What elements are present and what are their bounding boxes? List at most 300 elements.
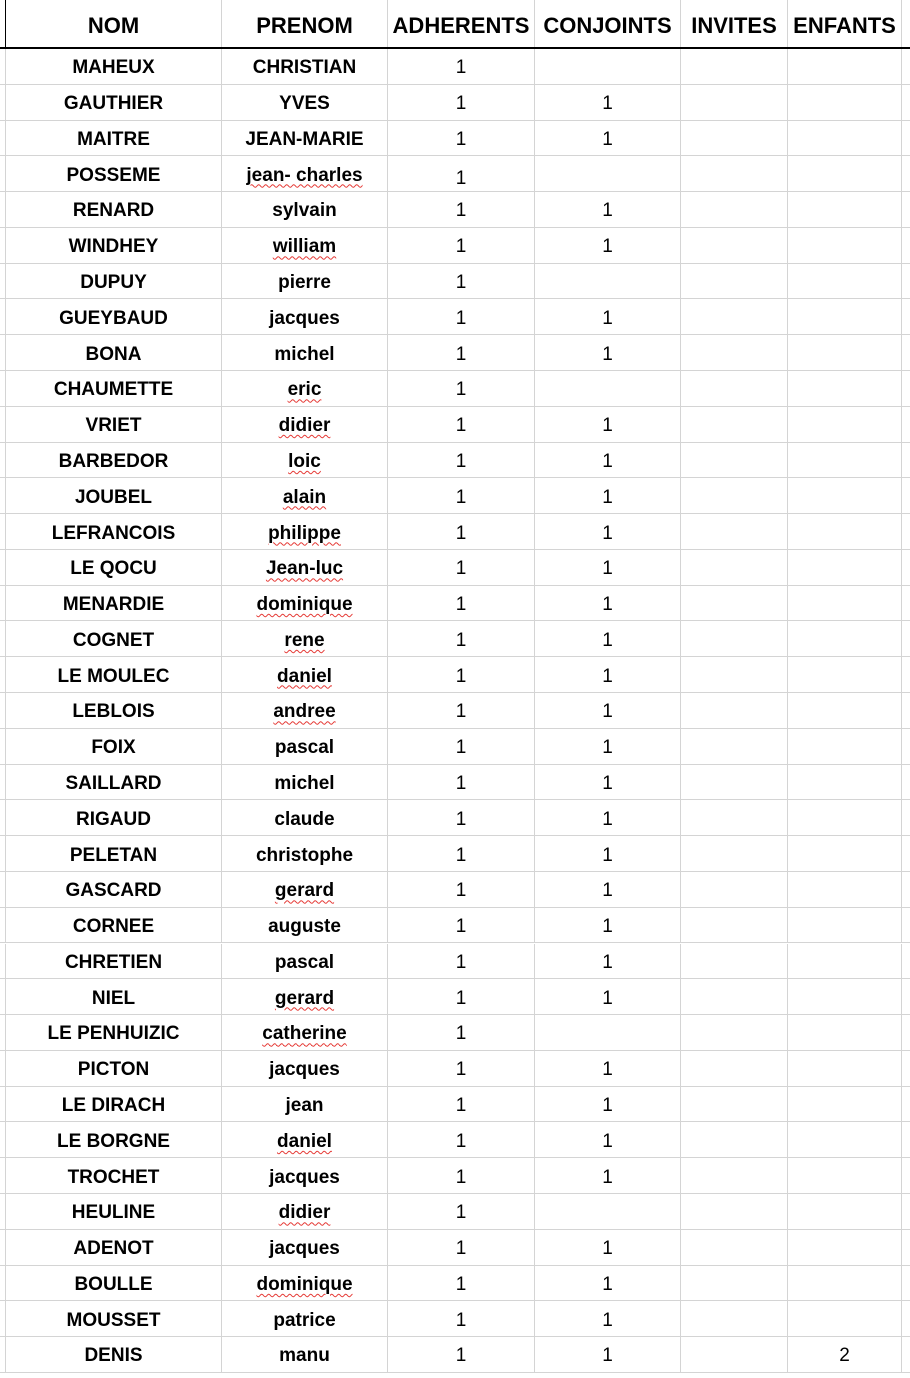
cell-enfants[interactable] (788, 228, 902, 263)
cell-conjoints[interactable] (535, 156, 681, 191)
column-header-conjoints[interactable]: CONJOINTS (535, 0, 681, 47)
cell-nom-value: TROCHET (67, 1166, 160, 1188)
cell-invites[interactable] (681, 586, 788, 621)
cell-extra[interactable] (902, 299, 910, 334)
cell-invites[interactable] (681, 335, 788, 370)
cell-prenom[interactable] (222, 443, 388, 478)
cell-enfants[interactable] (788, 1122, 902, 1157)
cell-enfants[interactable] (788, 85, 902, 120)
cell-enfants[interactable] (788, 1194, 902, 1229)
cell-extra[interactable] (902, 264, 910, 299)
table-row (0, 228, 910, 264)
cell-conjoints-value: 1 (602, 987, 613, 1009)
cell-enfants[interactable] (788, 729, 902, 764)
column-header-invites[interactable]: INVITES (681, 0, 788, 47)
cell-enfants[interactable] (788, 944, 902, 979)
cell-invites[interactable] (681, 621, 788, 656)
cell-enfants[interactable] (788, 586, 902, 621)
cell-invites[interactable] (681, 550, 788, 585)
cell-invites[interactable] (681, 1051, 788, 1086)
cell-conjoints[interactable] (535, 228, 681, 263)
cell-nom[interactable] (5, 121, 222, 156)
cell-nom[interactable] (5, 264, 222, 299)
cell-conjoints[interactable] (535, 1194, 681, 1229)
cell-nom[interactable] (5, 1194, 222, 1229)
cell-conjoints[interactable] (535, 299, 681, 334)
cell-conjoints[interactable] (535, 1015, 681, 1050)
cell-conjoints[interactable] (535, 443, 681, 478)
table-row (0, 908, 910, 944)
cell-extra[interactable] (902, 1230, 910, 1265)
cell-nom-value: MOUSSET (66, 1309, 161, 1331)
cell-enfants[interactable] (788, 693, 902, 728)
cell-nom[interactable] (5, 550, 222, 585)
cell-conjoints[interactable] (535, 407, 681, 442)
cell-prenom[interactable] (222, 1301, 388, 1336)
cell-conjoints[interactable] (535, 657, 681, 692)
cell-extra[interactable] (902, 335, 910, 370)
cell-extra[interactable] (902, 49, 910, 84)
cell-enfants[interactable] (788, 1015, 902, 1050)
cell-enfants[interactable] (788, 800, 902, 835)
cell-conjoints[interactable] (535, 1337, 681, 1372)
cell-nom[interactable] (5, 335, 222, 370)
cell-adherents[interactable] (388, 85, 535, 120)
cell-adherents[interactable] (388, 1337, 535, 1372)
cell-prenom[interactable] (222, 800, 388, 835)
cell-extra[interactable] (902, 1051, 910, 1086)
cell-enfants[interactable] (788, 1230, 902, 1265)
cell-nom-value: CORNEE (72, 916, 155, 938)
cell-adherents[interactable] (388, 1015, 535, 1050)
cell-nom[interactable] (5, 1337, 222, 1372)
cell-conjoints[interactable] (535, 85, 681, 120)
cell-enfants[interactable] (788, 49, 902, 84)
cell-nom[interactable] (5, 478, 222, 513)
cell-nom[interactable] (5, 765, 222, 800)
table-row (0, 264, 910, 300)
cell-extra[interactable] (902, 693, 910, 728)
cell-nom[interactable] (5, 1158, 222, 1193)
cell-invites[interactable] (681, 121, 788, 156)
cell-adherents[interactable] (388, 371, 535, 406)
cell-prenom[interactable] (222, 1158, 388, 1193)
cell-nom-value: RIGAUD (76, 808, 151, 830)
cell-adherents[interactable] (388, 836, 535, 871)
cell-invites[interactable] (681, 192, 788, 227)
cell-prenom[interactable] (222, 156, 388, 191)
cell-invites[interactable] (681, 908, 788, 943)
cell-enfants[interactable] (788, 872, 902, 907)
cell-adherents[interactable] (388, 407, 535, 442)
cell-invites[interactable] (681, 872, 788, 907)
cell-conjoints-value: 1 (602, 486, 613, 508)
cell-nom[interactable] (5, 586, 222, 621)
cell-invites[interactable] (681, 299, 788, 334)
cell-nom[interactable] (5, 85, 222, 120)
cell-nom[interactable] (5, 729, 222, 764)
cell-prenom-value: auguste (268, 916, 341, 938)
cell-conjoints[interactable] (535, 264, 681, 299)
cell-conjoints[interactable] (535, 371, 681, 406)
cell-extra[interactable] (902, 1087, 910, 1122)
cell-invites[interactable] (681, 1230, 788, 1265)
cell-prenom[interactable] (222, 836, 388, 871)
cell-extra[interactable] (902, 1158, 910, 1193)
cell-nom[interactable] (5, 49, 222, 84)
cell-prenom[interactable] (222, 1051, 388, 1086)
cell-conjoints[interactable] (535, 693, 681, 728)
table-row (0, 1337, 910, 1373)
cell-extra[interactable] (902, 657, 910, 692)
cell-invites[interactable] (681, 1301, 788, 1336)
cell-conjoints[interactable] (535, 621, 681, 656)
cell-conjoints[interactable] (535, 586, 681, 621)
cell-invites[interactable] (681, 407, 788, 442)
header-row (0, 0, 910, 49)
cell-prenom[interactable] (222, 371, 388, 406)
cell-nom[interactable] (5, 1230, 222, 1265)
cell-adherents[interactable] (388, 621, 535, 656)
cell-enfants[interactable] (788, 443, 902, 478)
cell-extra[interactable] (902, 85, 910, 120)
cell-prenom[interactable] (222, 264, 388, 299)
cell-invites[interactable] (681, 800, 788, 835)
cell-extra[interactable] (902, 1301, 910, 1336)
cell-enfants[interactable] (788, 478, 902, 513)
cell-conjoints[interactable] (535, 836, 681, 871)
cell-enfants[interactable] (788, 657, 902, 692)
cell-extra[interactable] (902, 836, 910, 871)
cell-conjoints[interactable] (535, 944, 681, 979)
cell-conjoints[interactable] (535, 1230, 681, 1265)
cell-extra[interactable] (902, 121, 910, 156)
cell-adherents[interactable] (388, 550, 535, 585)
cell-prenom[interactable] (222, 85, 388, 120)
cell-conjoints[interactable] (535, 514, 681, 549)
cell-invites[interactable] (681, 478, 788, 513)
column-header-prenom[interactable]: PRENOM (222, 0, 388, 47)
cell-extra[interactable] (902, 872, 910, 907)
cell-prenom[interactable] (222, 1266, 388, 1301)
cell-prenom[interactable] (222, 228, 388, 263)
cell-prenom[interactable] (222, 872, 388, 907)
cell-conjoints-value: 1 (602, 1130, 613, 1152)
cell-nom[interactable] (5, 1051, 222, 1086)
cell-adherents[interactable] (388, 335, 535, 370)
cell-extra[interactable] (902, 621, 910, 656)
cell-extra[interactable] (902, 729, 910, 764)
cell-nom[interactable] (5, 407, 222, 442)
column-header-extra[interactable] (902, 0, 910, 47)
cell-extra[interactable] (902, 800, 910, 835)
cell-prenom[interactable] (222, 514, 388, 549)
cell-prenom[interactable] (222, 550, 388, 585)
column-header-adherents[interactable]: ADHERENTS (388, 0, 535, 47)
cell-adherents[interactable] (388, 657, 535, 692)
cell-enfants[interactable] (788, 1051, 902, 1086)
cell-invites[interactable] (681, 371, 788, 406)
cell-nom[interactable] (5, 156, 222, 191)
cell-enfants[interactable] (788, 908, 902, 943)
cell-adherents[interactable] (388, 729, 535, 764)
cell-adherents[interactable] (388, 872, 535, 907)
cell-enfants[interactable] (788, 121, 902, 156)
cell-invites[interactable] (681, 85, 788, 120)
cell-invites[interactable] (681, 443, 788, 478)
cell-invites[interactable] (681, 156, 788, 191)
cell-adherents-value: 1 (455, 57, 467, 79)
cell-adherents[interactable] (388, 1122, 535, 1157)
column-header-nom[interactable]: NOM (5, 0, 222, 47)
cell-prenom[interactable] (222, 1122, 388, 1157)
cell-adherents[interactable] (388, 944, 535, 979)
cell-adherents[interactable] (388, 1230, 535, 1265)
cell-nom[interactable] (5, 657, 222, 692)
cell-nom[interactable] (5, 1122, 222, 1157)
cell-adherents[interactable] (388, 1051, 535, 1086)
cell-enfants[interactable] (788, 514, 902, 549)
cell-conjoints[interactable] (535, 1087, 681, 1122)
cell-invites[interactable] (681, 228, 788, 263)
cell-adherents-value: 1 (455, 1238, 467, 1260)
cell-prenom-value: gerard (274, 987, 335, 1009)
cell-adherents[interactable] (388, 979, 535, 1014)
cell-enfants[interactable] (788, 407, 902, 442)
cell-conjoints[interactable] (535, 729, 681, 764)
cell-conjoints[interactable] (535, 800, 681, 835)
cell-nom[interactable] (5, 872, 222, 907)
cell-invites[interactable] (681, 657, 788, 692)
cell-conjoints[interactable] (535, 1051, 681, 1086)
cell-prenom[interactable] (222, 693, 388, 728)
cell-enfants[interactable] (788, 550, 902, 585)
cell-enfants[interactable] (788, 335, 902, 370)
cell-nom[interactable] (5, 693, 222, 728)
cell-adherents[interactable] (388, 1301, 535, 1336)
cell-prenom[interactable] (222, 657, 388, 692)
cell-nom[interactable] (5, 908, 222, 943)
cell-enfants[interactable] (788, 299, 902, 334)
cell-enfants[interactable] (788, 1337, 902, 1372)
cell-invites[interactable] (681, 1194, 788, 1229)
cell-extra[interactable] (902, 1122, 910, 1157)
table-row (0, 944, 910, 980)
cell-nom[interactable] (5, 371, 222, 406)
cell-nom-value: LE BORGNE (57, 1130, 170, 1152)
cell-invites[interactable] (681, 1158, 788, 1193)
cell-nom[interactable] (5, 944, 222, 979)
cell-adherents[interactable] (388, 908, 535, 943)
cell-nom[interactable] (5, 979, 222, 1014)
cell-adherents-value: 1 (455, 1345, 467, 1367)
cell-prenom[interactable] (222, 1337, 388, 1372)
cell-nom[interactable] (5, 514, 222, 549)
cell-adherents[interactable] (388, 765, 535, 800)
cell-nom[interactable] (5, 228, 222, 263)
cell-extra[interactable] (902, 407, 910, 442)
cell-invites[interactable] (681, 979, 788, 1014)
cell-invites[interactable] (681, 944, 788, 979)
cell-adherents-value: 1 (455, 665, 467, 687)
cell-enfants[interactable] (788, 836, 902, 871)
cell-conjoints[interactable] (535, 872, 681, 907)
cell-adherents-value: 1 (455, 379, 467, 401)
cell-extra[interactable] (902, 550, 910, 585)
cell-enfants[interactable] (788, 371, 902, 406)
cell-prenom[interactable] (222, 1015, 388, 1050)
cell-nom[interactable] (5, 192, 222, 227)
cell-conjoints[interactable] (535, 908, 681, 943)
cell-prenom[interactable] (222, 192, 388, 227)
cell-invites[interactable] (681, 49, 788, 84)
cell-extra[interactable] (902, 944, 910, 979)
cell-adherents[interactable] (388, 586, 535, 621)
cell-adherents[interactable] (388, 800, 535, 835)
cell-enfants[interactable] (788, 621, 902, 656)
cell-adherents[interactable] (388, 299, 535, 334)
cell-invites[interactable] (681, 264, 788, 299)
cell-nom[interactable] (5, 299, 222, 334)
cell-prenom[interactable] (222, 407, 388, 442)
cell-enfants[interactable] (788, 264, 902, 299)
cell-prenom[interactable] (222, 1194, 388, 1229)
cell-extra[interactable] (902, 192, 910, 227)
cell-extra[interactable] (902, 1266, 910, 1301)
cell-invites[interactable] (681, 514, 788, 549)
cell-prenom[interactable] (222, 765, 388, 800)
cell-adherents[interactable] (388, 1158, 535, 1193)
cell-extra[interactable] (902, 514, 910, 549)
cell-conjoints[interactable] (535, 1301, 681, 1336)
cell-prenom[interactable] (222, 729, 388, 764)
table-row (0, 1194, 910, 1230)
cell-prenom[interactable] (222, 478, 388, 513)
cell-conjoints[interactable] (535, 550, 681, 585)
cell-prenom[interactable] (222, 944, 388, 979)
cell-invites[interactable] (681, 1122, 788, 1157)
cell-enfants[interactable] (788, 979, 902, 1014)
cell-invites[interactable] (681, 836, 788, 871)
cell-nom[interactable] (5, 836, 222, 871)
cell-extra[interactable] (902, 765, 910, 800)
column-header-enfants[interactable]: ENFANTS (788, 0, 902, 47)
cell-enfants[interactable] (788, 192, 902, 227)
cell-enfants[interactable] (788, 765, 902, 800)
cell-adherents[interactable] (388, 264, 535, 299)
cell-adherents[interactable] (388, 443, 535, 478)
cell-adherents[interactable] (388, 1266, 535, 1301)
cell-conjoints[interactable] (535, 478, 681, 513)
cell-extra[interactable] (902, 908, 910, 943)
cell-conjoints[interactable] (535, 1266, 681, 1301)
cell-conjoints-value: 1 (602, 880, 613, 902)
cell-invites[interactable] (681, 729, 788, 764)
cell-conjoints-value: 1 (602, 558, 613, 580)
cell-extra[interactable] (902, 371, 910, 406)
table-row (0, 1087, 910, 1123)
cell-conjoints-value: 1 (602, 1309, 613, 1331)
cell-nom[interactable] (5, 1015, 222, 1050)
cell-conjoints[interactable] (535, 49, 681, 84)
cell-prenom[interactable] (222, 1230, 388, 1265)
cell-prenom[interactable] (222, 49, 388, 84)
cell-prenom[interactable] (222, 299, 388, 334)
cell-nom-value: LE MOULEC (57, 665, 170, 687)
cell-adherents[interactable] (388, 156, 535, 191)
cell-adherents[interactable] (388, 514, 535, 549)
cell-adherents[interactable] (388, 192, 535, 227)
cell-extra[interactable] (902, 156, 910, 191)
cell-nom[interactable] (5, 800, 222, 835)
cell-prenom[interactable] (222, 979, 388, 1014)
cell-conjoints-value: 1 (602, 93, 613, 115)
cell-prenom[interactable] (222, 1087, 388, 1122)
cell-prenom[interactable] (222, 586, 388, 621)
cell-adherents-value: 1 (455, 450, 467, 472)
cell-conjoints[interactable] (535, 1122, 681, 1157)
cell-conjoints[interactable] (535, 192, 681, 227)
cell-adherents[interactable] (388, 228, 535, 263)
cell-extra[interactable] (902, 1194, 910, 1229)
cell-conjoints[interactable] (535, 335, 681, 370)
cell-prenom[interactable] (222, 621, 388, 656)
cell-prenom-value: jacques (269, 1238, 340, 1260)
cell-conjoints[interactable] (535, 121, 681, 156)
cell-nom[interactable] (5, 1087, 222, 1122)
cell-invites[interactable] (681, 765, 788, 800)
cell-invites[interactable] (681, 693, 788, 728)
cell-conjoints[interactable] (535, 979, 681, 1014)
cell-invites[interactable] (681, 1337, 788, 1372)
cell-prenom[interactable] (222, 908, 388, 943)
cell-prenom[interactable] (222, 121, 388, 156)
cell-enfants[interactable] (788, 1301, 902, 1336)
cell-adherents[interactable] (388, 49, 535, 84)
cell-adherents-value: 1 (455, 629, 467, 651)
cell-enfants[interactable] (788, 1158, 902, 1193)
cell-conjoints[interactable] (535, 1158, 681, 1193)
cell-adherents[interactable] (388, 121, 535, 156)
cell-extra[interactable] (902, 1337, 910, 1372)
cell-extra[interactable] (902, 586, 910, 621)
cell-nom[interactable] (5, 1301, 222, 1336)
cell-adherents[interactable] (388, 478, 535, 513)
cell-enfants[interactable] (788, 1266, 902, 1301)
cell-adherents[interactable] (388, 693, 535, 728)
cell-extra[interactable] (902, 478, 910, 513)
cell-nom[interactable] (5, 443, 222, 478)
cell-prenom[interactable] (222, 335, 388, 370)
cell-nom[interactable] (5, 621, 222, 656)
cell-prenom-value: jacques (269, 1059, 340, 1081)
cell-extra[interactable] (902, 979, 910, 1014)
cell-invites[interactable] (681, 1087, 788, 1122)
cell-invites[interactable] (681, 1266, 788, 1301)
cell-extra[interactable] (902, 228, 910, 263)
cell-adherents-value: 1 (455, 486, 467, 508)
cell-conjoints-value: 1 (602, 737, 613, 759)
cell-enfants[interactable] (788, 156, 902, 191)
cell-adherents[interactable] (388, 1194, 535, 1229)
cell-extra[interactable] (902, 443, 910, 478)
cell-conjoints[interactable] (535, 765, 681, 800)
cell-nom[interactable] (5, 1266, 222, 1301)
cell-invites[interactable] (681, 1015, 788, 1050)
cell-extra[interactable] (902, 1015, 910, 1050)
cell-adherents[interactable] (388, 1087, 535, 1122)
cell-enfants[interactable] (788, 1087, 902, 1122)
